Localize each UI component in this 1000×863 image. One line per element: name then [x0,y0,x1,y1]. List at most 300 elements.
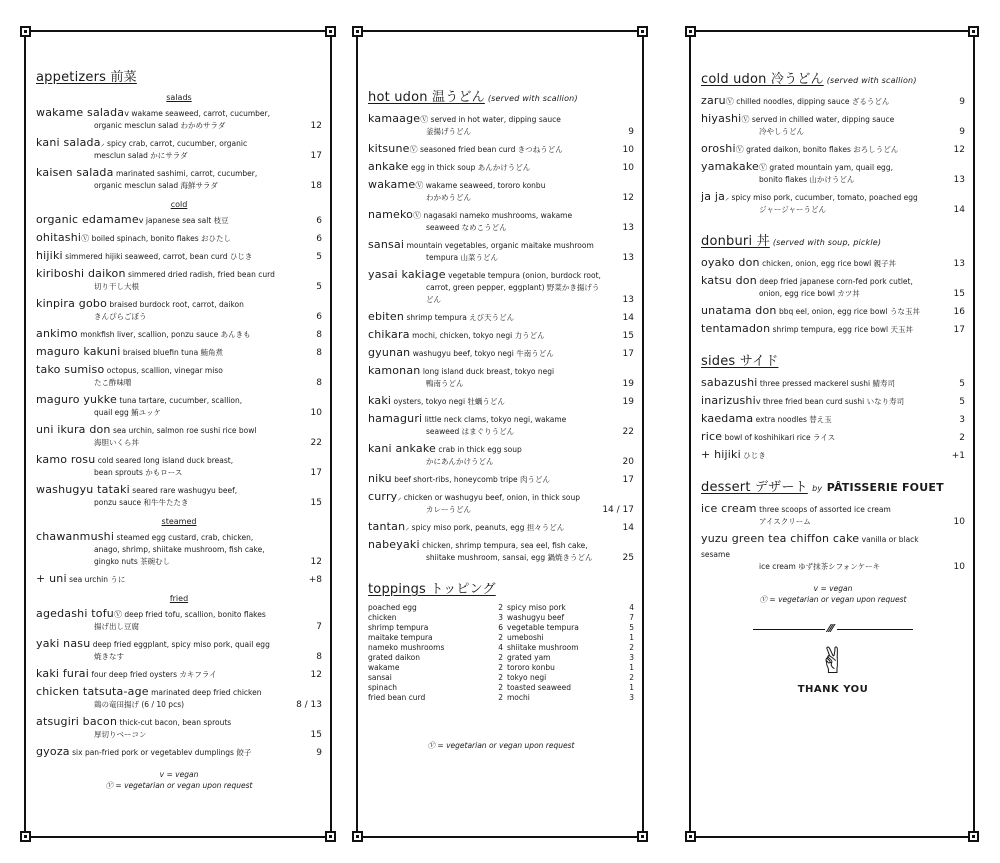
item-name: kaki furai [36,667,90,680]
item-price: 8 [316,348,322,358]
item-price: 15 [310,498,322,508]
menu-item [368,363,634,390]
item-name: gyunan [368,346,411,359]
topping-price: 5 [629,623,634,632]
item-description-jp: shiitake mushroom, sansai, egg 鍋焼きうどん [426,553,593,562]
item-price: 17 [622,475,634,485]
item-price: 10 [953,562,965,572]
item-description: wakame seaweed, tororo konbu [425,181,546,190]
topping-price: 4 [498,643,503,652]
item-name: unatama don [701,304,777,317]
item-description-jp: seaweed はまぐりうどん [426,427,515,436]
corner-ornament [325,831,336,842]
item-name: chawanmushi [36,530,115,543]
menu-item [701,159,965,186]
item-name: ja ja [701,190,726,203]
item-price: 6 [316,216,322,226]
item-price: 19 [622,379,634,389]
item-name: tantan [368,520,406,533]
item-price: 13 [622,223,634,233]
menu-item [36,571,322,586]
menu-item [36,165,322,192]
item-description-jp: ice cream ゆず抹茶シフォンケーキ [759,562,881,571]
item-description: braised bluefin tuna 鮪角煮 [122,348,224,357]
item-description: ひじき [743,451,766,460]
item-description: three fried bean curd sushi いなり寿司 [762,397,905,406]
diet-mark-icon: Ⓥ [758,163,767,172]
item-price: 8 [316,330,322,340]
item-price: 14 [622,313,634,323]
item-price: 18 [310,181,322,191]
item-price: 9 [628,127,634,137]
topping-name: tororo konbu [507,663,555,672]
item-description: cold seared long island duck breast, [97,456,234,465]
item-description-jp: carrot, green pepper, eggplant) 野菜かき揚げうどん [426,283,600,304]
menu-item [368,519,634,534]
item-name: kani ankake [368,442,437,455]
menu-item [36,636,322,663]
item-description: simmered dried radish, fried bean curd [128,270,275,279]
menu-item [368,441,634,468]
item-description-jp: 鶏の竜田揚げ (6 / 10 pcs) [94,700,185,709]
item-price: 14 [953,205,965,215]
item-description: bowl of koshihikari rice ライス [724,433,836,442]
menu-item [36,606,322,633]
toppings-table [368,603,634,702]
item-description-jp: quail egg 鮪ユッケ [94,408,162,417]
menu-panel-cold-udon [689,30,975,838]
divider-rule [753,622,913,635]
legend-vegetarian: Ⓥ = vegetarian or vegan upon request [427,741,575,750]
diet-mark-icon: Ⓥ [81,234,90,243]
item-description: little neck clams, tokyo negi, wakame [424,415,567,424]
topping-price: 4 [629,603,634,612]
item-name: + hijiki [701,448,741,461]
item-name: curry [368,490,398,503]
menu-item [368,411,634,438]
corner-ornament [637,26,648,37]
item-price: 7 [316,622,322,632]
topping-name: washugyu beef [507,613,565,622]
panel-content [36,66,322,791]
subsection-label: salads [166,93,192,102]
topping-price: 2 [629,673,634,682]
topping-name: vegetable tempura [507,623,579,632]
item-description: marinated sashimi, carrot, cucumber, [115,169,258,178]
item-price: 10 [622,145,634,155]
menu-item [36,266,322,293]
diet-mark-icon: ⸝ [405,523,410,532]
item-description: seared rare washugyu beef, [132,486,238,495]
item-name: wakame [368,178,416,191]
topping-price: 2 [498,603,503,612]
menu-item [36,452,322,479]
item-price: 14 [622,523,634,533]
menu-item [36,105,322,132]
topping-price: 3 [498,613,503,622]
topping-price: 3 [629,693,634,702]
menu-item [368,141,634,156]
item-description: seasoned fried bean curd きつねうどん [419,145,563,154]
item-name: chicken tatsuta-age [36,685,149,698]
item-name: wakame salada [36,106,125,119]
topping-name: poached egg [368,603,417,612]
item-description: crab in thick egg soup [438,445,522,454]
item-description: long island duck breast, tokyo negi [422,367,555,376]
item-description: shrimp tempura えび天うどん [406,313,515,322]
section-title-dessert: dessert デザート by PÂTISSERIE FOUET [701,480,944,495]
item-name: nabeyaki [368,538,420,551]
item-price: 12 [953,145,965,155]
topping-name: nameko mushrooms [368,643,445,652]
menu-item [368,309,634,324]
item-description-jp: bonito flakes 山かけうどん [759,175,855,184]
item-price: 17 [953,325,965,335]
item-name: oyako don [701,256,760,269]
item-name: sabazushi [701,376,758,389]
item-description: shrimp tempura, egg rice bowl 天玉丼 [772,325,914,334]
menu-item [368,471,634,486]
section-title-toppings: toppings トッピング [368,582,496,597]
diet-mark-icon: ⅴ [124,109,129,118]
topping-name: chicken [368,613,397,622]
menu-item [701,189,965,216]
item-description: beef short-ribs, honeycomb tripe 肉うどん [394,475,551,484]
item-description: monkfish liver, scallion, ponzu sauce あんきも [80,330,251,339]
item-description-jp: 冷やしうどん [759,127,804,136]
diet-mark-icon: Ⓥ [409,145,418,154]
item-description: chicken, onion, egg rice bowl 親子丼 [762,259,897,268]
item-price: 5 [316,282,322,292]
item-price: 8 / 13 [296,700,322,710]
diet-mark-icon: ⸝ [725,193,730,202]
menu-item [36,684,322,711]
topping-name: shiitake mushroom [507,643,579,652]
menu-item [368,327,634,342]
item-description: steamed egg custard, crab, chicken, [116,533,254,542]
section-title-cold-udon: cold udon 冷うどん (served with scallion) [701,72,917,87]
topping-name: toasted seaweed [507,683,571,692]
menu-item [701,375,965,390]
item-name: yasai kakiage [368,268,446,281]
item-description-jp: きんぴらごぼう [94,312,147,321]
item-price: +8 [308,575,322,585]
item-name: hijiki [36,249,63,262]
menu-item [36,422,322,449]
menu-item [36,744,322,759]
corner-ornament [685,26,696,37]
menu-item [36,529,322,568]
item-description: mochi, chicken, tokyo negi 力うどん [412,331,545,340]
item-description: chilled noodles, dipping sauce ざるうどん [736,97,890,106]
item-description: deep fried tofu, scallion, bonito flakes [124,610,266,619]
item-description: three pressed mackerel sushi 鯖寿司 [759,379,895,388]
item-description: simmered hijiki seaweed, carrot, bean curd ひじき [65,252,253,261]
item-price: 6 [316,234,322,244]
item-name: rice [701,430,723,443]
item-name: ankake [368,160,409,173]
item-description: vegetable tempura (onion, burdock root, [448,271,601,280]
item-description: deep fried japanese corn-fed pork cutlet, [759,277,913,286]
menu-item [368,393,634,408]
item-description: egg in thick soup あんかけうどん [410,163,531,172]
item-name: yuzu green tea chiffon cake [701,532,860,545]
diet-mark-icon: ⅴ [755,397,761,406]
menu-item [368,111,634,138]
item-description: six pan-fried pork or vegetableⅴ dumplings 餃子 [72,748,252,757]
item-description: served in hot water, dipping sauce [430,115,561,124]
item-price: 5 [959,397,965,407]
menu-item [368,237,634,264]
menu-item [368,537,634,564]
item-price: 10 [953,517,965,527]
menu-item [36,482,322,509]
item-name: zaru [701,94,726,107]
menu-item [701,447,965,462]
item-description: washugyu beef, tokyo negi 牛南うどん [412,349,554,358]
item-description-jp: bean sprouts かもロース [94,468,183,477]
menu-item [701,111,965,138]
corner-ornament [968,26,979,37]
topping-name: mochi [507,693,530,702]
item-description: japanese sea salt 枝豆 [145,216,229,225]
topping-name: umeboshi [507,633,544,642]
menu-item [36,296,322,323]
corner-ornament [352,831,363,842]
corner-ornament [325,26,336,37]
item-name: chikara [368,328,410,341]
item-name: ebiten [368,310,405,323]
subsection-label: steamed [161,517,197,526]
topping-price: 2 [498,633,503,642]
item-name: gyoza [36,745,70,758]
topping-price: 2 [498,683,503,692]
thank-you-text: THANK YOU [797,684,869,695]
subsection-label: fried [169,594,189,603]
legend-vegan: ⅴ = vegan [159,770,199,779]
topping-name: spinach [368,683,397,692]
item-description: three scoops of assorted ice cream [759,505,891,514]
item-description: served in chilled water, dipping sauce [751,115,895,124]
item-description: chicken or washugyu beef, onion, in thick soup [403,493,581,502]
menu-item [701,255,965,270]
item-price: 8 [316,652,322,662]
item-price: 14 / 17 [602,505,634,515]
topping-name: wakame [368,663,400,672]
item-name: kaisen salada [36,166,114,179]
item-description-jp: anago, shrimp, shiitake mushroom, fish cake, gingko nuts 茶碗むし [94,545,265,566]
menu-item [368,207,634,234]
item-price: 5 [316,252,322,262]
section-title-sides: sides サイド [701,354,779,369]
item-price: 15 [953,289,965,299]
item-description-jp: organic mesclun salad わかめサラダ [94,121,226,130]
corner-ornament [20,26,31,37]
topping-price: 1 [629,663,634,672]
diet-mark-icon: Ⓥ [741,115,750,124]
item-description: chicken, shrimp tempura, sea eel, fish cake, [422,541,588,550]
menu-panel-hot-udon [356,30,644,838]
item-name: organic edamame [36,213,139,226]
topping-name: tokyo negi [507,673,547,682]
divider-mark: ⁄⁄⁄ [825,622,837,635]
topping-name: fried bean curd [368,693,426,702]
menu-item [36,666,322,681]
menu-item [701,531,965,573]
topping-price: 6 [498,623,503,632]
item-price: 10 [310,408,322,418]
menu-legend [36,769,322,791]
item-name: kaedama [701,412,754,425]
menu-item [701,93,965,108]
item-name: maguro yukke [36,393,117,406]
diet-mark-icon: Ⓥ [725,97,734,106]
menu-item [701,429,965,444]
diet-mark-icon: Ⓥ [113,610,122,619]
item-name: hiyashi [701,112,742,125]
corner-ornament [637,831,648,842]
topping-name: shrimp tempura [368,623,429,632]
topping-name: sansai [368,673,392,682]
item-description-jp: onion, egg rice bowl カツ丼 [759,289,860,298]
menu-item [36,392,322,419]
topping-price: 2 [498,673,503,682]
item-price: +1 [951,451,965,461]
item-price: 20 [622,457,634,467]
item-price: 8 [316,378,322,388]
section-title-donburi: donburi 丼 (served with soup, pickle) [701,234,882,249]
item-price: 9 [959,127,965,137]
panel-content [368,86,634,751]
item-name: niku [368,472,392,485]
item-description: oysters, tokyo negi 牡蠣うどん [393,397,505,406]
corner-ornament [685,831,696,842]
item-description-jp: tempura 山菜うどん [426,253,498,262]
item-name: hamaguri [368,412,423,425]
item-price: 22 [310,438,322,448]
peace-hand-icon: ✌ [817,641,849,682]
item-description-jp: 釜揚げうどん [426,127,471,136]
diet-mark-icon: ⅴ [138,216,144,225]
item-name: kamonan [368,364,421,377]
item-name: sansai [368,238,405,251]
item-description: thick-cut bacon, bean sprouts [119,718,232,727]
item-description: grated daikon, bonito flakes おろしうどん [746,145,899,154]
item-description-jp: たこ酢味噌 [94,378,132,387]
menu-item [36,714,322,741]
menu-item [701,393,965,408]
item-price: 17 [310,468,322,478]
menu-item [368,159,634,174]
diet-mark-icon: Ⓥ [413,211,422,220]
topping-price: 1 [629,683,634,692]
item-name: ohitashi [36,231,82,244]
item-description-jp: ponzu sauce 和牛牛たたき [94,498,189,507]
item-price: 13 [622,253,634,263]
item-description-jp: アイスクリーム [759,517,811,526]
item-description: mountain vegetables, organic maitake mushroom [406,241,594,250]
item-name: yamakake [701,160,759,173]
diet-mark-icon: ⸝ [397,493,402,502]
topping-price: 2 [498,663,503,672]
item-name: agedashi tofu [36,607,114,620]
topping-price: 3 [629,653,634,662]
item-description-jp: mesclun salad かにサラダ [94,151,188,160]
item-description: grated mountain yam, quail egg, [769,163,893,172]
item-price: 9 [316,748,322,758]
item-description: spicy miso pork, peanuts, egg 担々うどん [411,523,565,532]
item-price: 2 [959,433,965,443]
menu-item [701,273,965,300]
item-name: kitsune [368,142,410,155]
item-price: 12 [310,557,322,567]
item-name: tentamadon [701,322,771,335]
topping-price: 2 [629,643,634,652]
diet-mark-icon: Ⓥ [420,115,429,124]
item-description: sea urchin, salmon roe sushi rice bowl [113,426,257,435]
item-description: nagasaki nameko mushrooms, wakame [423,211,573,220]
item-price: 5 [959,379,965,389]
item-description: boiled spinach, bonito flakes おひたし [91,234,231,243]
item-description: spicy miso pork, cucumber, tomato, poached egg [731,193,918,202]
item-description-jp: わかめうどん [426,193,471,202]
item-description: octopus, scallion, vinegar miso [106,366,223,375]
item-name: maguro kakuni [36,345,121,358]
diet-mark-icon: Ⓥ [735,145,744,154]
item-price: 12 [310,121,322,131]
item-description: four deep fried oysters カキフライ [91,670,217,679]
item-description: braised burdock root, carrot, daikon [109,300,244,309]
topping-price: 7 [629,613,634,622]
item-price: 17 [622,349,634,359]
item-price: 3 [959,415,965,425]
item-description-jp: 切り干し大根 [94,282,139,291]
menu-item [36,344,322,359]
item-description-jp: 海胆いくら丼 [94,438,139,447]
corner-ornament [352,26,363,37]
topping-price: 2 [498,693,503,702]
menu-item [701,411,965,426]
item-description: spicy crab, carrot, cucumber, organic [107,139,248,148]
item-name: kani salada [36,136,101,149]
item-name: ankimo [36,327,78,340]
item-name: kiriboshi daikon [36,267,126,280]
corner-ornament [968,831,979,842]
item-description-jp: 焼きなす [94,652,124,661]
item-name: yaki nasu [36,637,91,650]
menu-panel-appetizers [24,30,332,838]
item-name: kamaage [368,112,421,125]
item-description-jp: seaweed なめこうどん [426,223,507,232]
menu-item [36,135,322,162]
item-name: oroshi [701,142,736,155]
item-description: marinated deep fried chicken [151,688,262,697]
topping-price: 2 [498,653,503,662]
item-name: tako sumiso [36,363,105,376]
item-name: inarizushi [701,394,756,407]
item-name: kaki [368,394,392,407]
item-name: kinpira gobo [36,297,108,310]
menu-legend [701,583,965,605]
item-description: wakame seaweed, carrot, cucumber, [131,109,270,118]
item-description: tuna tartare, cucumber, scallion, [119,396,243,405]
diet-mark-icon: Ⓥ [415,181,424,190]
panel-content [701,68,965,695]
item-name: uni ikura don [36,423,111,436]
legend-vegetarian: Ⓥ = vegetarian or vegan upon request [759,595,907,604]
item-description-jp: 揚げ出し豆腐 [94,622,139,631]
menu-item [36,230,322,245]
